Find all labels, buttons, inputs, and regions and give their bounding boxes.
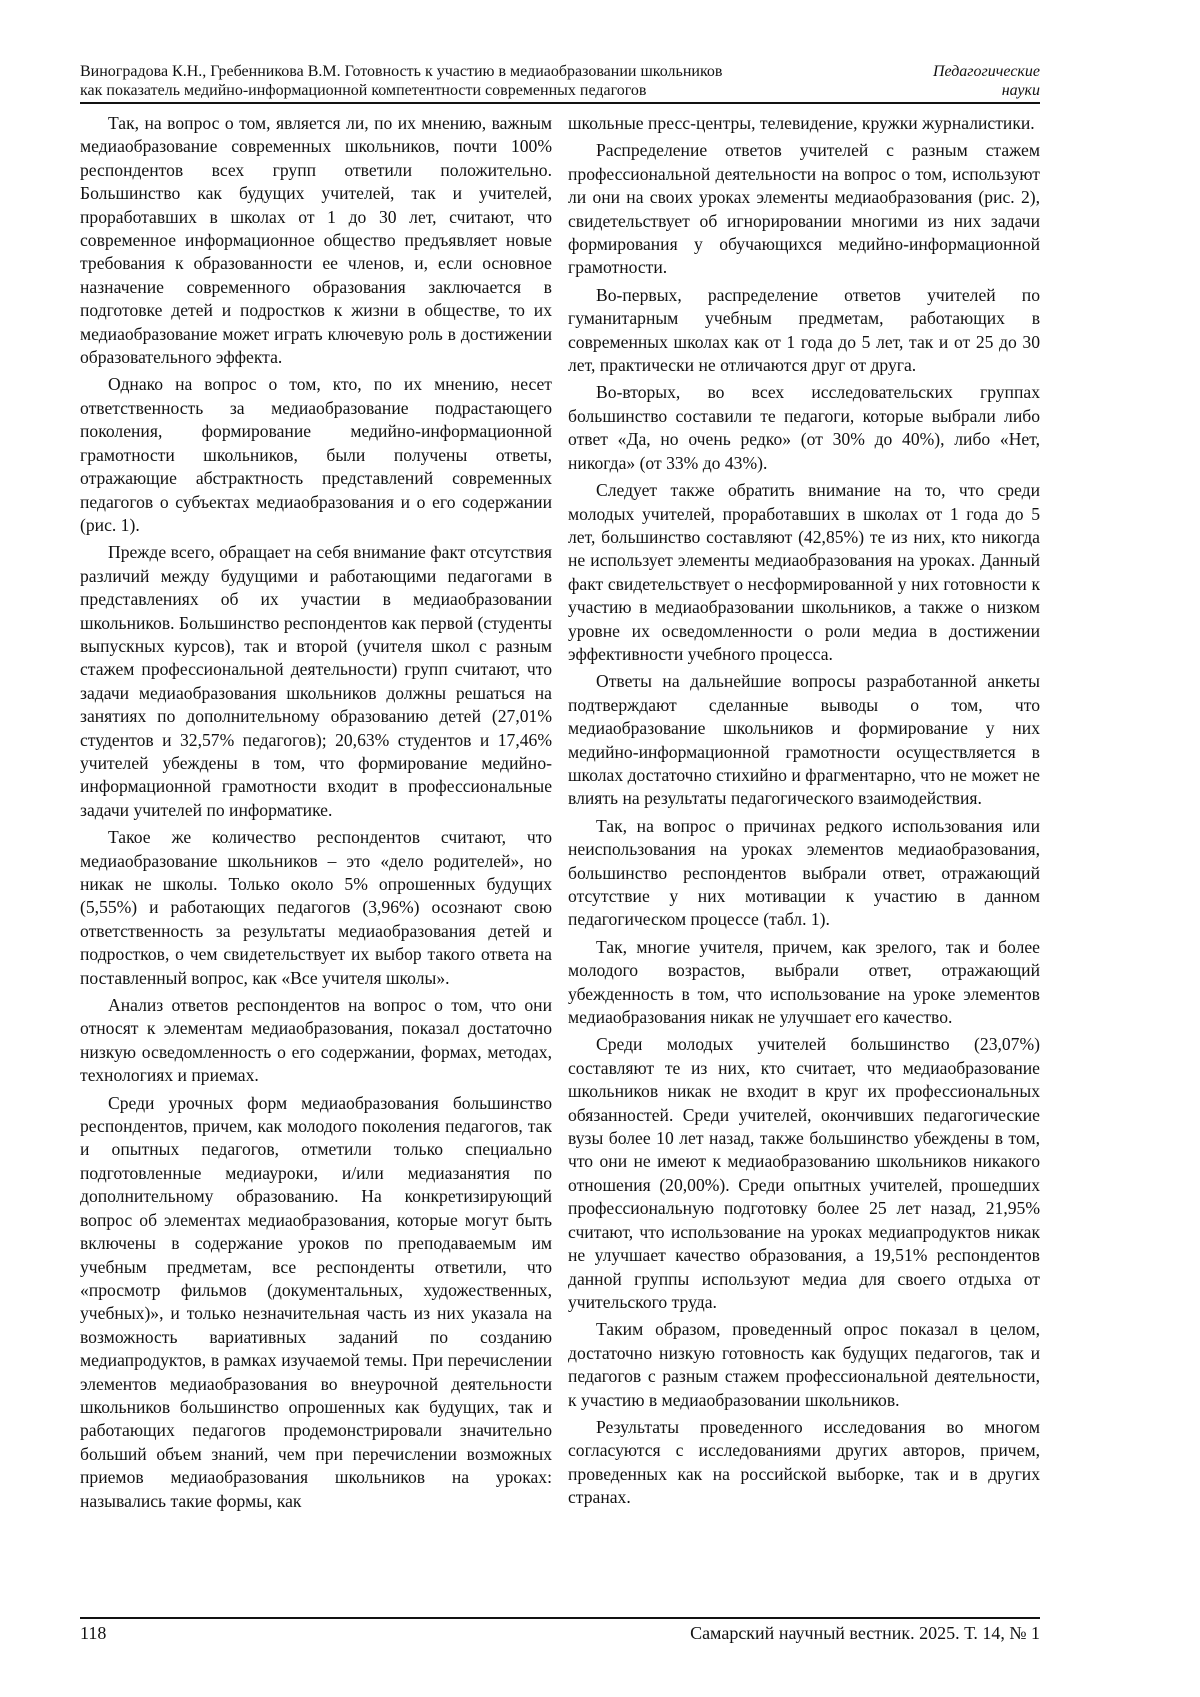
right-column xyxy=(568,112,1040,1612)
header-article-title xyxy=(80,62,880,100)
paragraph: Во-первых, распределение ответов учителей по гуманитарным учебным предметам, работающих в современных школах как от 1 года до 5 лет, так и от 25 до 30 лет, практически не отличаются друг от друга. xyxy=(568,284,1040,376)
header-section-line: Педагогические xyxy=(932,63,1040,80)
paragraph: Среди молодых учителей большинство (23,07%) составляют те из них, кто считает, что медиаобразование школьников никак не входит в круг их профессиональных обязанностей. Среди учителей, окончивших педагогические вузы более 10 лет назад, также большинство убеждены в том, что они не имеют к медиаобразованию школьников никакого отношения (20,00%). Среди опытных учителей, прошедших профессиональную подготовку более 25 лет назад, 21,95% считают, что использование на уроках медиапродуктов никак не улучшает качество образования, а 19,51% респондентов данной группы используют медиа для своего отдыха от учительского труда. xyxy=(568,1034,1040,1312)
paragraph: Таким образом, проведенный опрос показал в целом, достаточно низкую готовность как будущих педагогов, так и педагогов с разным стажем профессиональной деятельности, к участию в медиаобразовании школьников. xyxy=(568,1319,1040,1410)
header-title-line: Виноградова К.Н., Гребенникова В.М. Готовность к участию в медиаобразовании школьников xyxy=(80,63,723,80)
paragraph: Результаты проведенного исследования во многом согласуются с исследованиями других авторов, причем, проведенных как на российской выборке, так и в других странах. xyxy=(568,1416,1040,1508)
paragraph: Так, на вопрос о причинах редкого использования или неиспользования на уроках элементов медиаобразования, большинство респондентов выбрали ответ, отражающий отсутствие у них мотивации к участию в данном педагогическом процессе (табл. 1). xyxy=(568,815,1040,930)
header-section-line: науки xyxy=(1001,82,1040,99)
running-header xyxy=(80,60,1040,104)
paragraph: Распределение ответов учителей с разным стажем профессиональной деятельности на вопрос о том, используют ли они на своих уроках элементы медиаобразования (рис. 2), свидетельствует об игнорировании многими из них задачи формирования у обучающихся медийно-информационной грамотности. xyxy=(568,140,1040,278)
paragraph: Прежде всего, обращает на себя внимание факт отсутствия различий между будущими и работающими педагогами в представлениях об их участии в медиаобразовании школьников. Большинство респондентов как первой (студенты выпускных курсов), так и второй (учителя школ с разным стажем профессиональной деятельности) групп считают, что задачи медиаобразования школьников должны решаться на занятиях по дополнительному образованию детей (27,01% студентов и 32,57% педагогов); 20,63% студентов и 17,46% учителей убеждены в том, что формирование медийно-информационной грамотности входит в профессиональные задачи учителей по информатике. xyxy=(80,542,552,820)
paragraph: Следует также обратить внимание на то, что среди молодых учителей, проработавших в школах от 1 года до 5 лет, большинство составляют (42,85%) те из них, кто никогда не использует элементы медиаобразования на уроках. Данный факт свидетельствует о несформированной у них готовности к участию в медиаобразовании школьников, а также о низком уровне их осведомленности о роли медиа в достижении эффективности учебного процесса. xyxy=(568,480,1040,664)
journal-citation: Самарский научный вестник. 2025. Т. 14, № 1 xyxy=(690,1623,1040,1643)
paragraph: Так, многие учителя, причем, как зрелого, так и более молодого возрастов, выбрали ответ, отражающий убежденность в том, что использование на уроке элементов медиаобразования никак не улучшает его качество. xyxy=(568,936,1040,1028)
paragraph: Так, на вопрос о том, является ли, по их мнению, важным медиаобразование современных школьников, почти 100% респондентов всех групп ответили положительно. Большинство как будущих учителей, так и учителей, проработавших в школах от 1 до 30 лет, считают, что современное информационное общество предъявляет новые требования к образованности ее членов, и, если основное назначение современного образования заключается в подготовке детей и подростков к жизни в обществе, то их медиаобразование может играть ключевую роль в достижении образовательного эффекта. xyxy=(80,113,552,368)
paragraph-continuation: школьные пресс-центры, телевидение, кружки журналистики. xyxy=(568,113,1035,133)
paragraph: Такое же количество респондентов считают, что медиаобразование школьников – это «дело родителей», но никак не школы. Только около 5% опрошенных будущих (5,55%) и работающих педагогов (3,96%) осознают свою ответственность за результаты медиаобразования детей и подростков, о чем свидетельствует их выбор такого ответа на поставленный вопрос, как «Все учителя школы». xyxy=(80,827,552,988)
left-column xyxy=(80,112,552,1612)
running-footer xyxy=(80,1617,1040,1647)
paragraph: Во-вторых, во всех исследовательских группах большинство составили те педагоги, которые выбрали либо ответ «Да, но очень редко» (от 30% до 40%), либо «Нет, никогда» (от 33% до 43%). xyxy=(568,382,1040,473)
paragraph: Среди урочных форм медиаобразования большинство респондентов, причем, как молодого поколения педагогов, так и опытных педагогов, отметили только специально подготовленные медиауроки, и/или медиазанятия по дополнительному образованию. На конкретизирующий вопрос об элементах медиаобразования, которые могут быть включены в содержание уроков по преподаваемым им учебным предметам, все респонденты ответили, что «просмотр фильмов (документальных, художественных, учебных)», и только незначительная часть из них указала на возможность вариативных заданий по созданию медиапродуктов, в рамках изучаемой темы. При перечислении элементов медиаобразования во внеурочной деятельности школьников большинство опрошенных как будущих, так и работающих педагогов продемонстрировали значительно больший объем знаний, чем при перечислении возможных приемов медиаобразования школьников на уроках: назывались такие формы, как xyxy=(80,1092,552,1511)
page-number: 118 xyxy=(80,1623,107,1643)
paragraph: Ответы на дальнейшие вопросы разработанной анкеты подтверждают сделанные выводы о том, что медиаобразование школьников и формирование у них медийно-информационной грамотности осуществляется в школах достаточно стихийно и фрагментарно, что не может не влиять на результаты педагогического взаимодействия. xyxy=(568,671,1040,809)
header-title-line: как показатель медийно-информационной компетентности современных педагогов xyxy=(80,82,647,99)
paragraph: Однако на вопрос о том, кто, по их мнению, несет ответственность за медиаобразование подрастающего поколения, формирование медийно-информационной грамотности школьников, были получены ответы, отражающие абстрактность представлений современных педагогов о субъектах медиаобразования и о его содержании (рис. 1). xyxy=(80,374,552,535)
paragraph: Анализ ответов респондентов на вопрос о том, что они относят к элементам медиаобразования, показал достаточно низкую осведомленность о его содержании, формах, методах, технологиях и приемах. xyxy=(80,995,552,1086)
header-section xyxy=(880,62,1040,100)
